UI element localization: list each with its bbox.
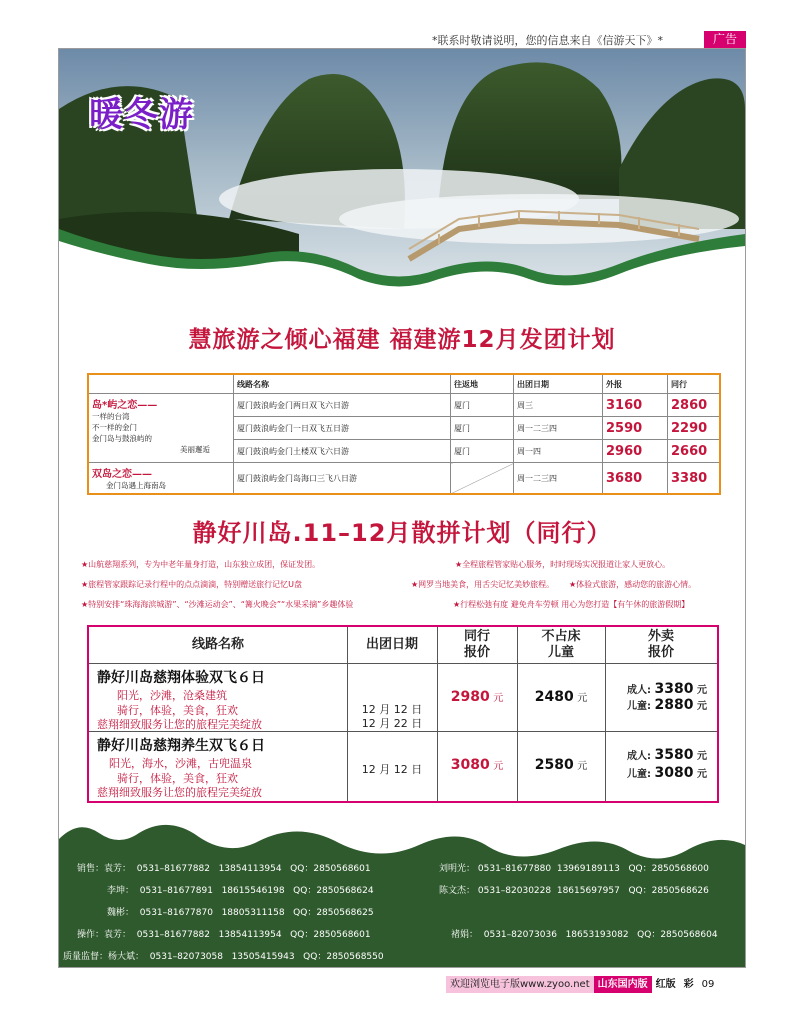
- route-place: [451, 463, 514, 495]
- route-date: 12 月 12 日: [361, 703, 423, 716]
- contact-mobile: 13505415943: [231, 952, 295, 962]
- route-retail: 2590: [603, 417, 668, 440]
- route-name: 厦门鼓浪屿金门一日双飞五日游: [234, 417, 451, 440]
- price-unit: 元: [493, 693, 504, 704]
- color-label: 彩: [683, 979, 694, 990]
- route-place: 厦门: [451, 394, 514, 417]
- header-route: 线路名称: [191, 637, 244, 652]
- retail-adult: [605, 747, 717, 763]
- route-date: 12 月 12 日: [361, 763, 423, 776]
- contact-name: 袁芳：: [104, 930, 132, 940]
- route-name: 静好川岛慈翔养生双飞６日: [97, 738, 265, 754]
- route-retail: 3160: [603, 394, 668, 417]
- header-date: 出团日期: [514, 374, 603, 394]
- contact-name: 杨大斌：: [108, 952, 145, 962]
- ad-label: 广告: [704, 31, 746, 48]
- contact-row: [439, 861, 709, 874]
- contact-name: 褚娟：: [451, 930, 479, 940]
- contact-mobile: 18805311158: [221, 908, 285, 918]
- contact-row: [107, 883, 374, 896]
- category-line: 金门岛遇上海南岛: [106, 481, 166, 490]
- price-unit: 元: [696, 751, 707, 762]
- contact-mobile: 13854113954: [218, 930, 282, 940]
- contact-row: [451, 927, 718, 940]
- peer-price: [437, 689, 517, 705]
- fujian-plan-title: 慧旅游之倾心福建 福建游12月发团计划: [188, 327, 616, 353]
- route-desc: 慈翔细致服务让您的旅程完美绽放: [97, 786, 262, 799]
- retail-child-value: 3080: [654, 765, 694, 781]
- category-line: 美丽邂逅: [180, 445, 210, 454]
- contact-name: 陈文杰：: [439, 886, 476, 896]
- category-line: 不一样的金门: [92, 423, 137, 432]
- retail-child: [605, 765, 717, 781]
- header-peer: 同行: [668, 374, 721, 394]
- route-place: 厦门: [451, 440, 514, 463]
- header-peer: [437, 627, 517, 663]
- retail-child-label: 儿童:: [627, 769, 651, 780]
- header-date: 出团日期: [365, 637, 418, 652]
- note-item: ★行程松弛有度 避免舟车劳顿 用心为您打造【有午休的旅游假期】: [453, 600, 690, 609]
- retail-child-value: 2880: [654, 697, 694, 713]
- contact-name: 李坤：: [107, 886, 135, 896]
- chuandao-plan-title: 静好川岛.11–12月散拼计划（同行）: [192, 519, 612, 547]
- category-line: 金门岛与鼓浪屿的: [92, 434, 152, 443]
- retail-adult-label: 成人:: [627, 685, 651, 696]
- peer-price-value: 3080: [450, 757, 490, 773]
- contact-qq: QQ：2850568600: [628, 864, 709, 874]
- contact-phone: 0531–82073058: [149, 952, 223, 962]
- website-link[interactable]: 欢迎浏览电子版www.zyoo.net: [446, 976, 594, 993]
- route-peer: 2860: [668, 394, 721, 417]
- contact-qq: QQ：2850568550: [303, 952, 384, 962]
- retail-adult-label: 成人:: [627, 751, 651, 762]
- price-unit: 元: [577, 761, 588, 772]
- route-date: 周一四: [514, 440, 603, 463]
- route-desc: 慈翔细致服务让您的旅程完美绽放: [97, 718, 262, 731]
- child-price: [517, 757, 605, 773]
- retail-adult-value: 3580: [654, 747, 694, 763]
- header-peer-line2: 报价: [463, 645, 490, 660]
- contact-mobile: 13854113954: [218, 864, 282, 874]
- child-price-value: 2580: [534, 757, 574, 773]
- contact-qq: QQ：2850568626: [628, 886, 709, 896]
- contact-phone: 0531–81677882: [136, 930, 210, 940]
- category-cell: [88, 463, 234, 495]
- page-number: 09: [701, 979, 715, 990]
- route-desc: 骑行，体验，美食，狂欢: [117, 772, 238, 785]
- route-name: 静好川岛慈翔体验双飞６日: [97, 670, 265, 686]
- note-item: ★山航慈翔系列，专为中老年量身打造，山东独立成团，保证发团。: [81, 560, 321, 569]
- contact-phone: 0531–81677870: [139, 908, 213, 918]
- retail-child: [605, 697, 717, 713]
- note-item: ★体验式旅游，感动您的旅游心情。: [569, 580, 697, 589]
- header-child-line2: 儿童: [547, 645, 574, 660]
- contact-qq: QQ：2850568601: [290, 930, 371, 940]
- table-row: [88, 394, 720, 417]
- header-peer-line1: 同行: [463, 629, 490, 644]
- contact-name: 袁芳：: [104, 864, 132, 874]
- header-retail-line2: 报价: [647, 645, 674, 660]
- category-line: 一样的台湾: [92, 412, 130, 421]
- header-route: 线路名称: [234, 374, 451, 394]
- price-unit: 元: [696, 701, 707, 712]
- route-date: 周一二三四: [514, 463, 603, 495]
- route-desc: 阳光，沙滩，沧桑建筑: [117, 689, 227, 702]
- ad-page: [58, 48, 746, 968]
- price-unit: 元: [696, 769, 707, 780]
- route-name: 厦门鼓浪屿金门两日双飞六日游: [234, 394, 451, 417]
- note-item: ★网罗当地美食，用舌尖记忆美妙旅程。: [411, 580, 555, 589]
- category-cell: [88, 394, 234, 463]
- note-item: ★全程旅程管家贴心服务，时时现场实况报道让家人更放心。: [455, 560, 671, 569]
- table-header-row: [88, 374, 720, 394]
- route-retail: 2960: [603, 440, 668, 463]
- contact-mobile: 18615546198: [221, 886, 285, 896]
- note-item: ★特别安排“珠海海滨城游”、“沙滩运动会”、“篝火晚会”“水果采摘”乡趣体验: [81, 600, 354, 609]
- section-label: 红版: [655, 979, 676, 990]
- contact-qq: QQ：2850568601: [290, 864, 371, 874]
- route-desc: 阳光，海水，沙滩，古兜温泉: [109, 757, 252, 770]
- contact-qq: QQ：2850568624: [293, 886, 374, 896]
- edition-bar: [446, 976, 718, 993]
- category-title: 岛*屿之恋——: [92, 400, 158, 411]
- contact-row: [77, 861, 371, 874]
- route-place: 厦门: [451, 417, 514, 440]
- contact-phone: 0531–81677891: [139, 886, 213, 896]
- contact-row: [107, 905, 374, 918]
- table-row: [88, 463, 720, 495]
- child-price-value: 2480: [534, 689, 574, 705]
- category-title: 双岛之恋——: [92, 469, 152, 480]
- route-peer: 3380: [668, 463, 721, 495]
- contact-role: 销售：: [77, 864, 105, 874]
- route-date: 12 月 22 日: [361, 717, 423, 730]
- edition-label: 山东国内版: [594, 976, 652, 993]
- header-retail: [605, 627, 717, 663]
- route-peer: 2290: [668, 417, 721, 440]
- peer-price: [437, 757, 517, 773]
- fujian-route-table: [87, 373, 721, 495]
- contact-name: 刘明光：: [439, 864, 476, 874]
- route-date: 周一二三四: [514, 417, 603, 440]
- contact-role: 操作：: [77, 930, 105, 940]
- contact-phone: 0531–82073036: [483, 930, 557, 940]
- header-retail: 外报: [603, 374, 668, 394]
- contact-qq: QQ：2850568625: [293, 908, 374, 918]
- contact-phone: 0531–82030228: [477, 886, 552, 896]
- source-note: *联系时敬请说明，您的信息来自《信游天下》*: [432, 34, 663, 47]
- contact-role: 质量监督：: [63, 952, 109, 962]
- retail-adult-value: 3380: [654, 681, 694, 697]
- contact-mobile: 18615697957: [556, 886, 620, 896]
- child-price: [517, 689, 605, 705]
- price-unit: 元: [493, 761, 504, 772]
- header-retail-line1: 外卖: [647, 629, 674, 644]
- contact-row: [77, 927, 371, 940]
- route-date: 周三: [514, 394, 603, 417]
- price-unit: 元: [577, 693, 588, 704]
- header-child: [517, 627, 605, 663]
- header-place: 往返地: [451, 374, 514, 394]
- contact-row: [439, 883, 709, 896]
- warm-winter-logo: 暖冬游: [89, 95, 194, 135]
- route-name: 厦门鼓浪屿金门岛海口三飞八日游: [234, 463, 451, 495]
- retail-adult: [605, 681, 717, 697]
- peer-price-value: 2980: [450, 689, 490, 705]
- route-desc: 骑行，体验，美食，狂欢: [117, 704, 238, 717]
- route-name: 厦门鼓浪屿金门土楼双飞六日游: [234, 440, 451, 463]
- contact-name: 魏彬：: [107, 908, 135, 918]
- chuandao-price-table: [87, 625, 719, 803]
- price-unit: 元: [696, 685, 707, 696]
- contact-row: [63, 949, 384, 962]
- retail-child-label: 儿童:: [627, 701, 651, 712]
- contact-mobile: 13969189113: [556, 864, 620, 874]
- route-retail: 3680: [603, 463, 668, 495]
- header-child-line1: 不占床: [541, 629, 581, 644]
- contact-qq: QQ：2850568604: [637, 930, 718, 940]
- contact-phone: 0531–81677880: [477, 864, 552, 874]
- contact-phone: 0531–81677882: [136, 864, 210, 874]
- route-peer: 2660: [668, 440, 721, 463]
- note-item: ★旅程管家跟踪记录行程中的点点滴滴，特别赠送旅行记忆U盘: [81, 580, 303, 589]
- contact-mobile: 18653193082: [565, 930, 629, 940]
